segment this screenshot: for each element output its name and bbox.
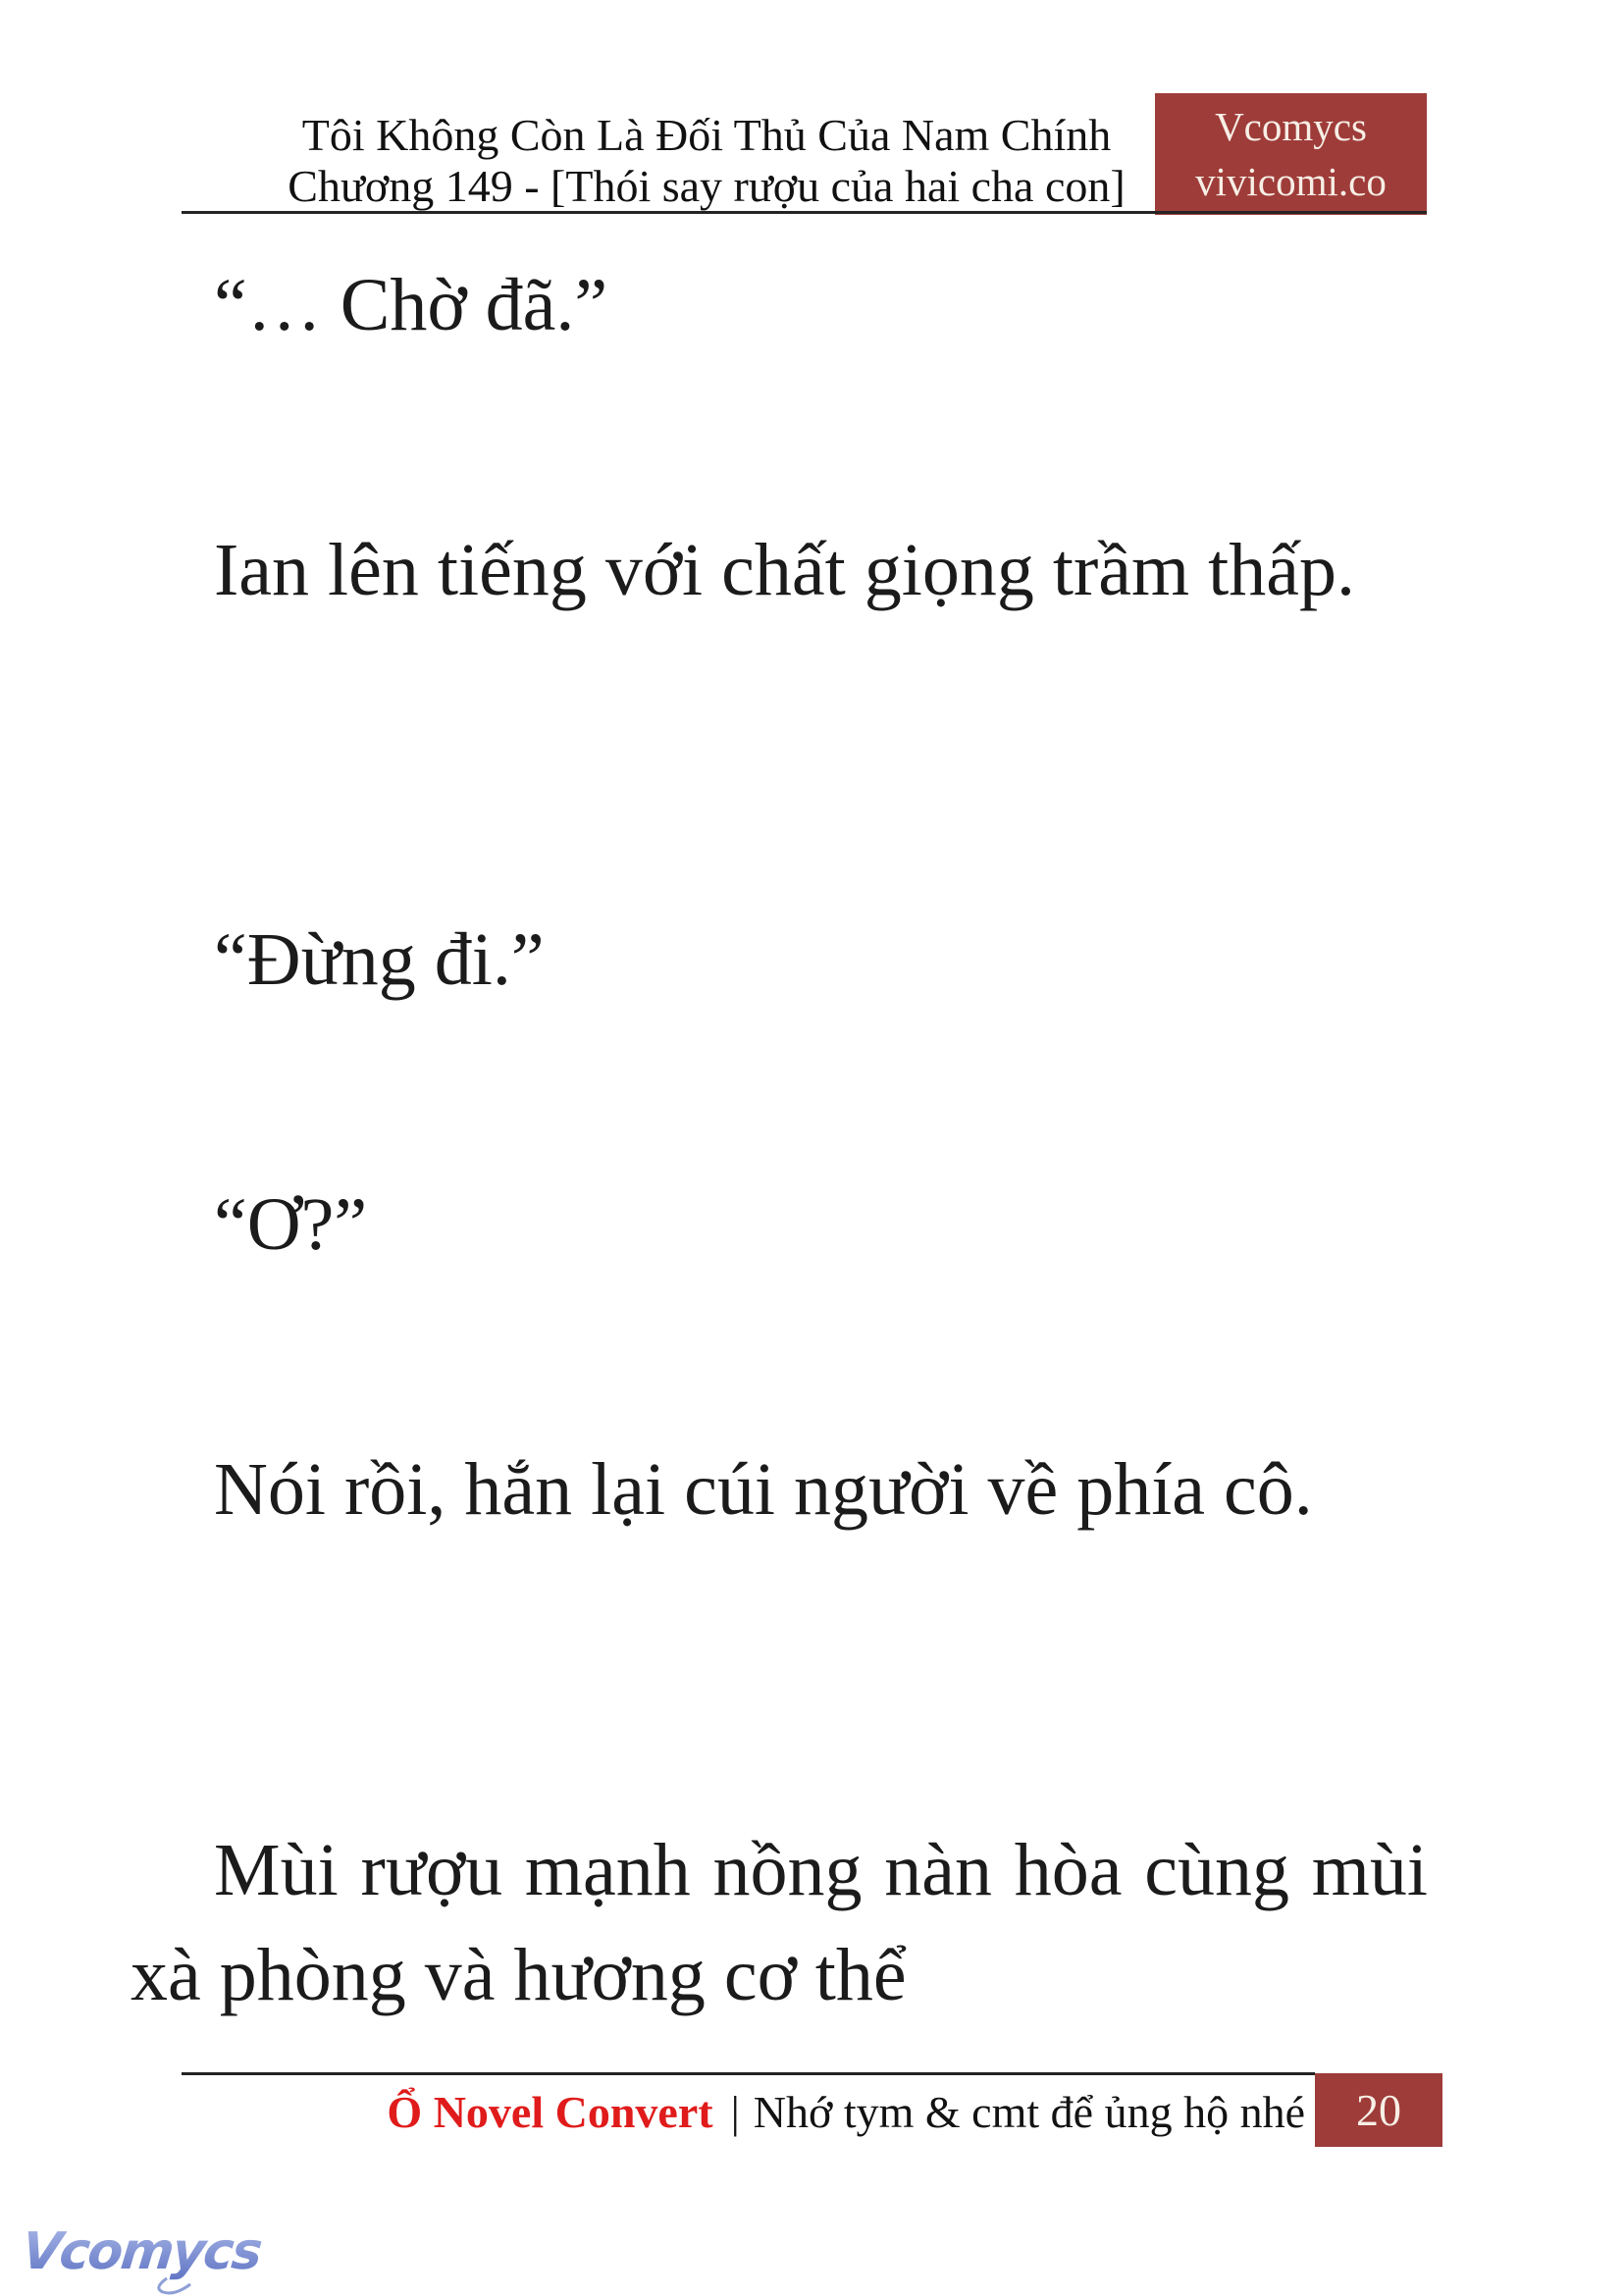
badge-site-url: vivicomi.co — [1195, 159, 1387, 204]
header-divider — [182, 211, 1427, 214]
footer-credit — [182, 2082, 1305, 2143]
vcomycs-watermark-logo — [20, 2202, 275, 2295]
paragraph-narration-3: Mùi rượu mạnh nồng nàn hòa cùng mùi xà phòng và hương cơ thể — [131, 1829, 1428, 2016]
watermark-text: Vcomycs — [20, 2222, 264, 2281]
badge-brand-name: Vcomycs — [1215, 104, 1367, 149]
page-header — [172, 110, 1241, 212]
footer-brand: Ổ Novel Convert — [387, 2087, 713, 2137]
paragraph-narration-2: Nói rồi, hắn lại cúi người về phía cô. — [214, 1448, 1313, 1531]
footer-separator: | — [730, 2087, 740, 2137]
footer-note: Nhớ tym & cmt để ủng hộ nhé — [753, 2087, 1305, 2137]
vcomycs-logo-icon — [20, 2202, 275, 2295]
paragraph-dialogue-2: “Đừng đi.” — [214, 918, 545, 1001]
paragraph-dialogue-3: “Ơ?” — [214, 1183, 368, 1266]
footer-divider — [182, 2072, 1315, 2075]
paragraph-dialogue-1: “… Chờ đã.” — [214, 264, 608, 346]
paragraph-narration-1: Ian lên tiếng với chất giọng trầm thấp. — [214, 529, 1355, 611]
vcomycs-badge — [1155, 93, 1427, 215]
novel-title: Tôi Không Còn Là Đối Thủ Của Nam Chính — [301, 110, 1112, 160]
chapter-title: Chương 149 - [Thói say rượu của hai cha con] — [288, 161, 1126, 211]
page-number: 20 — [1356, 2085, 1401, 2135]
page-number-badge — [1315, 2073, 1442, 2147]
